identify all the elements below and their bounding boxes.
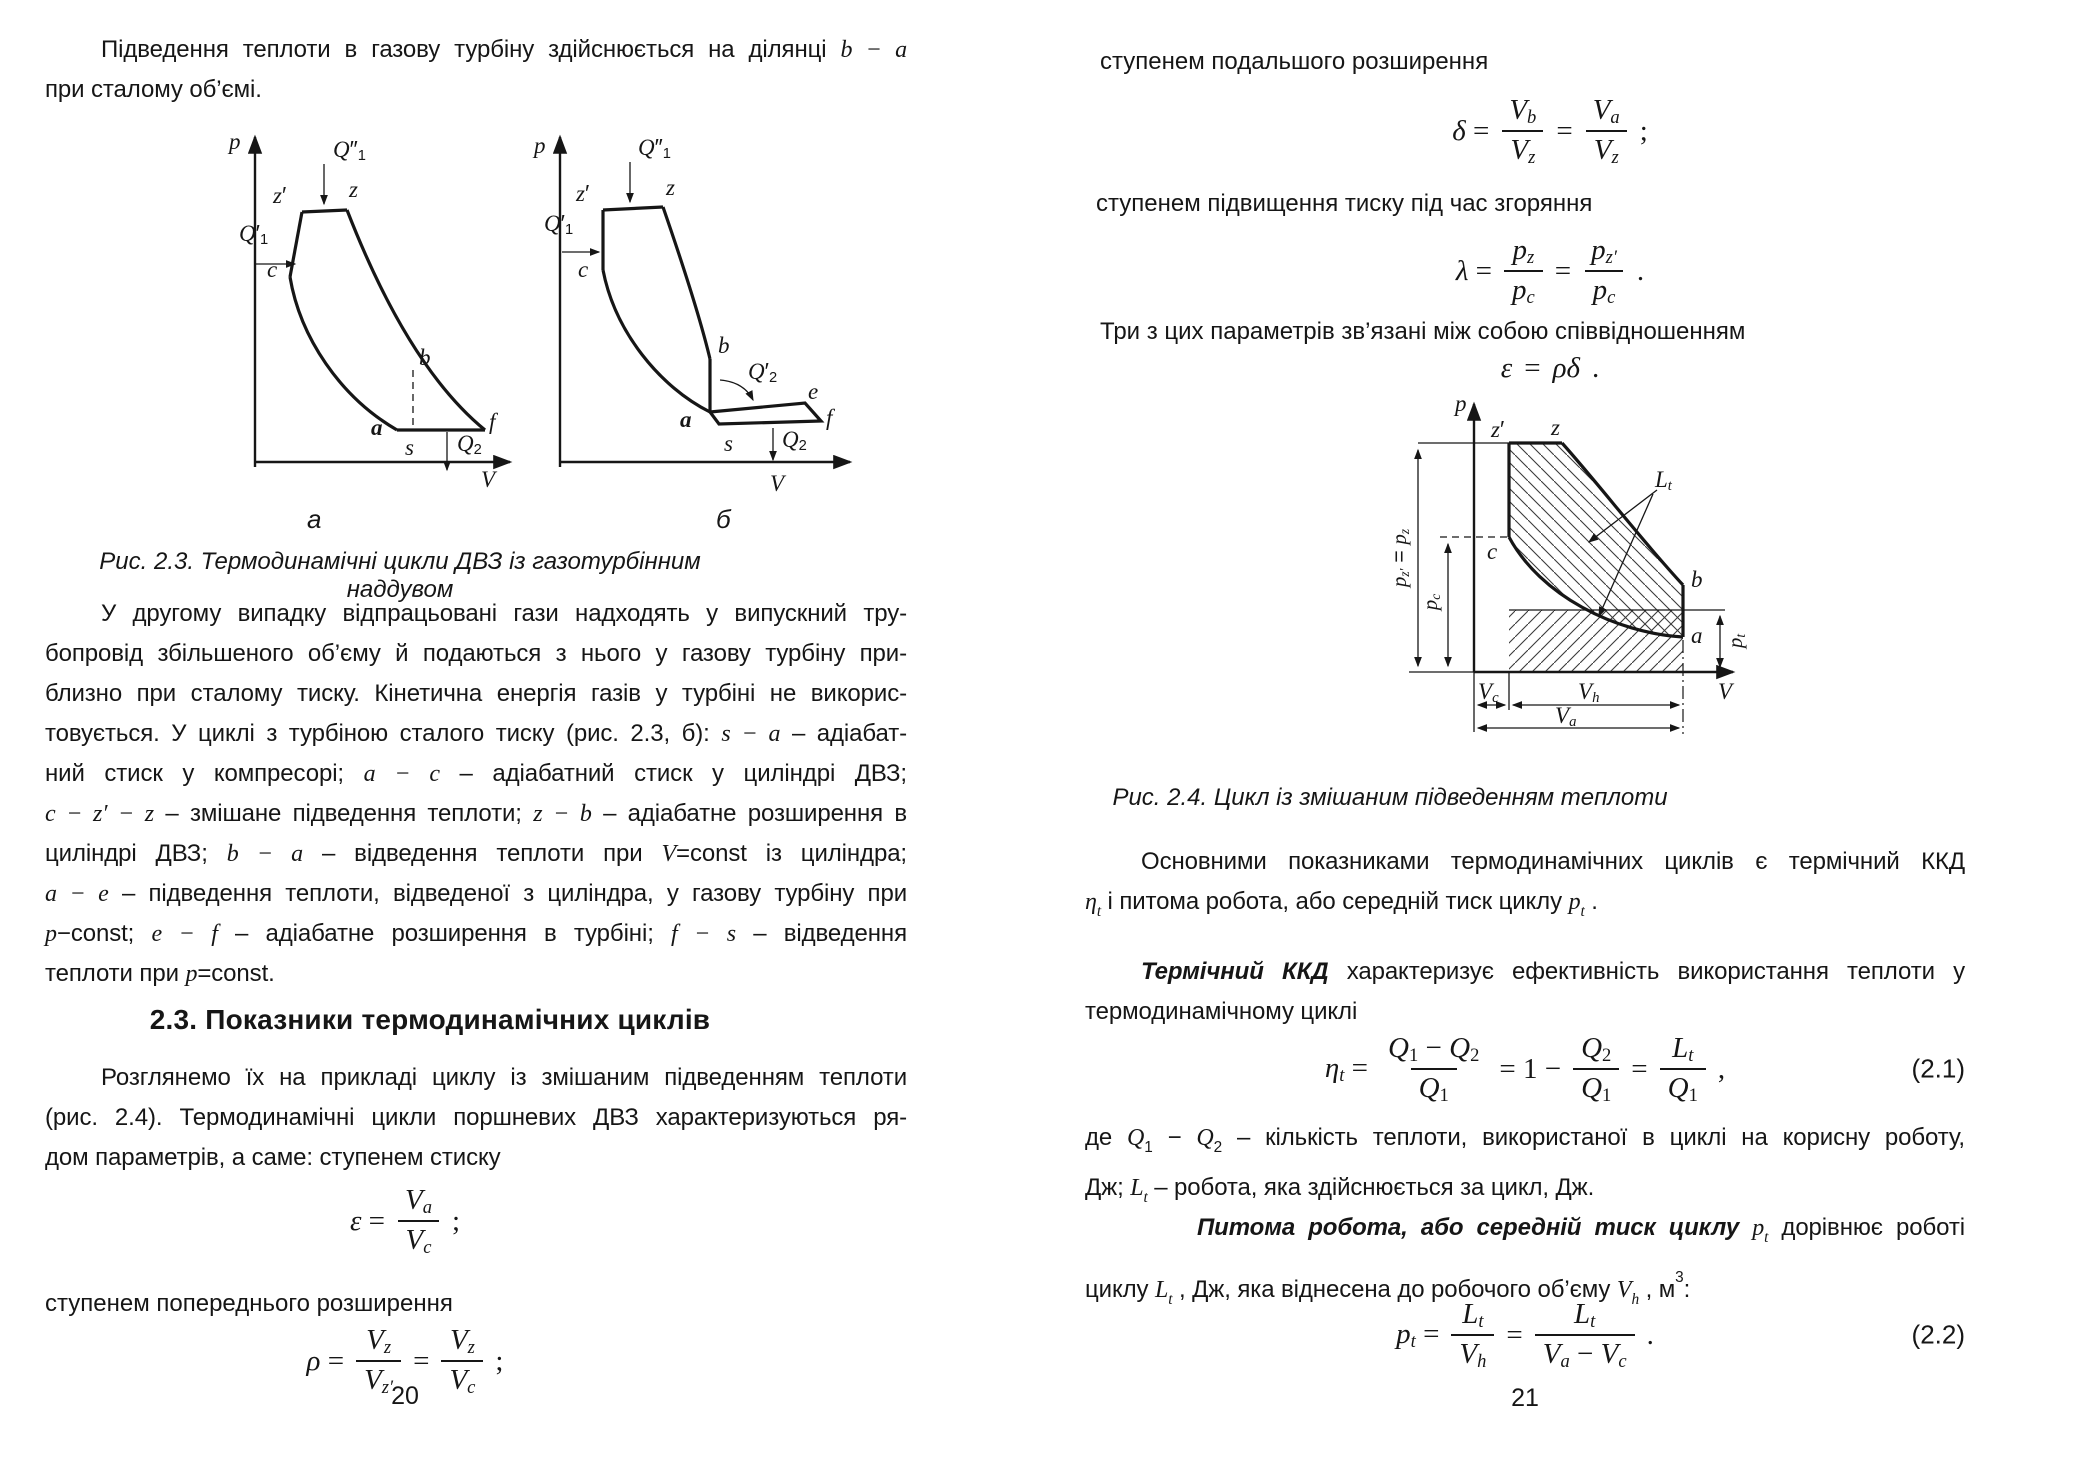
point-e-label: e [808,379,819,404]
formula-2-1 [1085,1030,1965,1109]
work-lt-label: $L_t$ [1655,467,1672,495]
point-c-label: c [1487,539,1498,564]
fraction-denominator: $V_h$ [1451,1334,1494,1374]
text-line: дом параметрів, а саме: ступенем стиску [45,1144,501,1171]
fraction-numerator: $L_t$ [1672,1032,1694,1066]
fraction-numerator: $V_z$ [366,1324,392,1358]
heat-q1p-label: $Q'_1$ [239,220,269,248]
formula-equals: = [1554,254,1572,287]
figure-2-4-caption: Рис. 2.4. Цикл із змішаним підведенням теплоти [1112,784,1668,811]
formula-tail: ; [451,1204,461,1237]
fraction [1380,1030,1487,1109]
text-line: Питома робота, або середній тиск циклу $p_t$ дорівнює роботі [1197,1214,1965,1247]
text-line: циклу $L_t$ , Дж, яка віднесена до робочого об’єму $V_h$ , $м^3$: [1085,1269,1691,1309]
text-line: Розглянемо їх на прикладі циклу із змішаним підведенням теплоти [101,1064,907,1091]
subfigure-a-tag: а [307,504,322,534]
axis-v-label: V [1718,679,1733,704]
fraction-numerator: $V_b$ [1509,94,1537,128]
volume-vh-dimension-label: $V_h$ [1578,679,1600,707]
text-line: Дж; $L_t$ – робота, яка здійснюється за цикл, Дж. [1085,1174,1595,1207]
point-a-label: a [371,415,383,440]
point-f-label: f [489,409,496,434]
axis-v-label: V [770,471,785,496]
formula-lambda [1190,232,1910,311]
formula-lhs: λ = [1455,254,1493,287]
formula-lhs: $\eta_t$ = [1324,1051,1369,1086]
fraction [1585,92,1628,171]
fraction-denominator: $V_c$ [441,1360,483,1400]
fraction [1573,1030,1619,1109]
axis-v-label: V [481,467,496,492]
pressure-pz-dimension-label: $p_{z'} = p_z$ [1387,528,1412,588]
text-line: ний стиск у компресорі; a − c – адіабатний стиск у циліндрі ДВЗ; [45,760,907,787]
equation-number: (2.2) [1911,1319,1965,1350]
heat-q1p-label: $Q'_1$ [544,210,574,238]
fraction [1660,1030,1706,1109]
formula-tail: . [1646,1318,1654,1351]
paragraph-thermal-efficiency [1085,952,1965,1032]
formula-eps-rho-delta: ε = ρδ . [1500,352,1600,384]
formula-delta [1190,92,1910,171]
formula-lhs: $p_t$ = [1396,1317,1440,1352]
fraction-denominator: $Q_1$ [1411,1068,1457,1108]
fraction-numerator: $p_z$ [1512,234,1535,268]
fraction-numerator: $Q_2$ [1581,1032,1612,1066]
formula-lhs: δ = [1452,114,1490,147]
paragraph-main-indicators [1085,842,1965,932]
point-z-label: z [1551,415,1560,440]
text-line: близно при сталому тиску. Кінетична енергія газів у турбіні не викорис- [45,680,907,707]
point-a-label: a [680,407,692,432]
equation-number: (2.1) [1911,1053,1965,1084]
text-line: термодинамічному циклі [1085,998,1358,1025]
formula-mid: = [1506,1318,1523,1351]
fraction-numerator: $Q_1 - Q_2$ [1388,1032,1480,1066]
point-b-label: b [718,333,730,358]
formula-lhs: ρ = [306,1344,345,1377]
text-line: p−const; e − f – адіабатне розширення в турбіні; f − s – відведення [45,920,907,947]
text-line: теплоти при p=const. [45,960,275,987]
fraction-denominator: $Q_1$ [1573,1068,1619,1108]
point-z-label: z [349,177,358,202]
page-number-right: 21 [1511,1384,1539,1412]
paragraph-three-params: Три з цих параметрів зв’язані між собою співвідношенням [1100,318,1746,345]
fraction-denominator: $V_a - V_c$ [1535,1334,1635,1374]
point-a-label: a [1691,623,1703,648]
fraction-numerator: $V_a$ [404,1184,432,1218]
text-line: c − z′ − z – змішане підведення теплоти; z − b – адіабатне розширення в [45,800,907,827]
label-delta: ступенем подальшого розширення [1100,48,1489,75]
volume-vc-dimension-label: $V_c$ [1478,679,1499,707]
formula-mid: = [1631,1052,1648,1085]
formula-tail: . [1636,254,1645,287]
heat-q2p-label: $Q'_2$ [748,358,778,386]
formula-tail: ; [1639,114,1648,147]
fraction [1451,1296,1494,1375]
point-c-label: c [578,257,589,282]
fraction-denominator: $Q_1$ [1660,1068,1706,1108]
text-line: циліндрі ДВЗ; b − a – відведення теплоти при V=const із циліндра; [45,840,908,867]
fraction [1504,232,1543,311]
point-s-label: s [405,435,414,460]
heat-q2-label: $Q_2$ [457,431,482,458]
label-lambda: ступенем підвищення тиску під час згоряння [1096,190,1593,217]
fraction-denominator: $V_c$ [398,1220,440,1260]
fraction [1501,92,1544,171]
fraction-numerator: $V_z$ [449,1324,475,1358]
text-line: a − e – підведення теплоти, відведеної з циліндра, у газову турбіну при [45,880,907,907]
formula-tail: , [1717,1052,1726,1085]
axis-p-label: p [229,129,241,154]
fraction [1535,1296,1635,1375]
point-b-label: b [419,345,431,370]
heat-q1pp-label: $Q''_1$ [333,136,366,164]
fraction-numerator: $p_{z'}$ [1591,234,1617,268]
text-line: бопровід збільшеного об’єму й подаються з нього у газову турбіну при- [45,640,907,667]
fraction-numerator: $L_t$ [1574,1298,1596,1332]
figure-2-3-caption: Рис. 2.3. Термодинамічні цикли ДВЗ із газотурбінним наддувом [99,548,701,603]
formula-equals: = [1556,114,1573,147]
text-line: де $Q_1 - Q_2$ – кількість теплоти, використаної в циклі на корисну роботу, [1085,1124,1965,1157]
text-line: Підведення теплоти в газову турбіну здійснюється на ділянці b − a [101,36,907,63]
point-z-prime-label: z′ [273,182,287,208]
text-line: товується. У циклі з турбіною сталого тиску (рис. 2.3, б): s − a – адіабат- [45,720,907,747]
axis-p-label: p [1455,391,1467,416]
heat-q1pp-label: $Q''_1$ [638,134,671,162]
paragraph-where [1085,1118,1965,1218]
text-line: У другому випадку відпрацьовані гази надходять у випускний тру- [101,600,907,627]
text-line: (рис. 2.4). Термодинамічні цикли поршневих ДВЗ характеризуються ря- [45,1104,907,1131]
fraction-denominator: $V_{z'}$ [356,1360,401,1400]
point-f-label: f [826,405,833,430]
formula-mid: = 1 − [1499,1052,1562,1085]
formula-equals: = [413,1344,430,1377]
figure-2-4 [1385,390,1775,750]
formula-tail: ; [495,1344,504,1377]
pressure-pt-dimension-label: $p_t$ [1723,633,1748,649]
point-s-label: s [724,431,733,456]
fraction-denominator: $p_c$ [1585,270,1624,310]
text-line: Основними показниками термодинамічних циклів є термічний ККД [1141,848,1965,875]
point-b-label: b [1691,567,1703,592]
text-line: $\eta_t$ і питома робота, або середній тиск циклу $p_t$ . [1085,888,1598,921]
volume-va-dimension-label: $V_a$ [1555,703,1577,731]
page-number-left: 20 [391,1382,419,1410]
point-c-label: c [267,257,278,282]
fraction-numerator: $V_a$ [1592,94,1620,128]
formula-lhs: ε = [349,1204,385,1237]
text-line: Термічний ККД характеризує ефективність використання теплоти у [1141,958,1965,985]
point-z-prime-label: z′ [576,180,590,206]
pressure-pc-dimension-label: $p_c$ [1418,593,1443,611]
point-z-label: z [666,175,675,200]
fraction-numerator: $L_t$ [1462,1298,1484,1332]
label-rho: ступенем попереднього розширення [45,1290,453,1317]
fraction [1583,232,1625,311]
heat-q2-label: $Q_2$ [782,427,807,454]
fraction-denominator: $V_z$ [1586,130,1627,170]
formula-2-2 [1085,1296,1965,1375]
axis-p-label: p [534,133,546,158]
fraction-denominator: $p_c$ [1504,270,1543,310]
subfigure-b-tag: б [716,504,731,534]
fraction-denominator: $V_z$ [1502,130,1543,170]
text-line: при сталому об’ємі. [45,76,262,103]
section-heading: 2.3. Показники термодинамічних циклів [149,1004,711,1035]
point-z-prime-label: z′ [1491,416,1505,442]
